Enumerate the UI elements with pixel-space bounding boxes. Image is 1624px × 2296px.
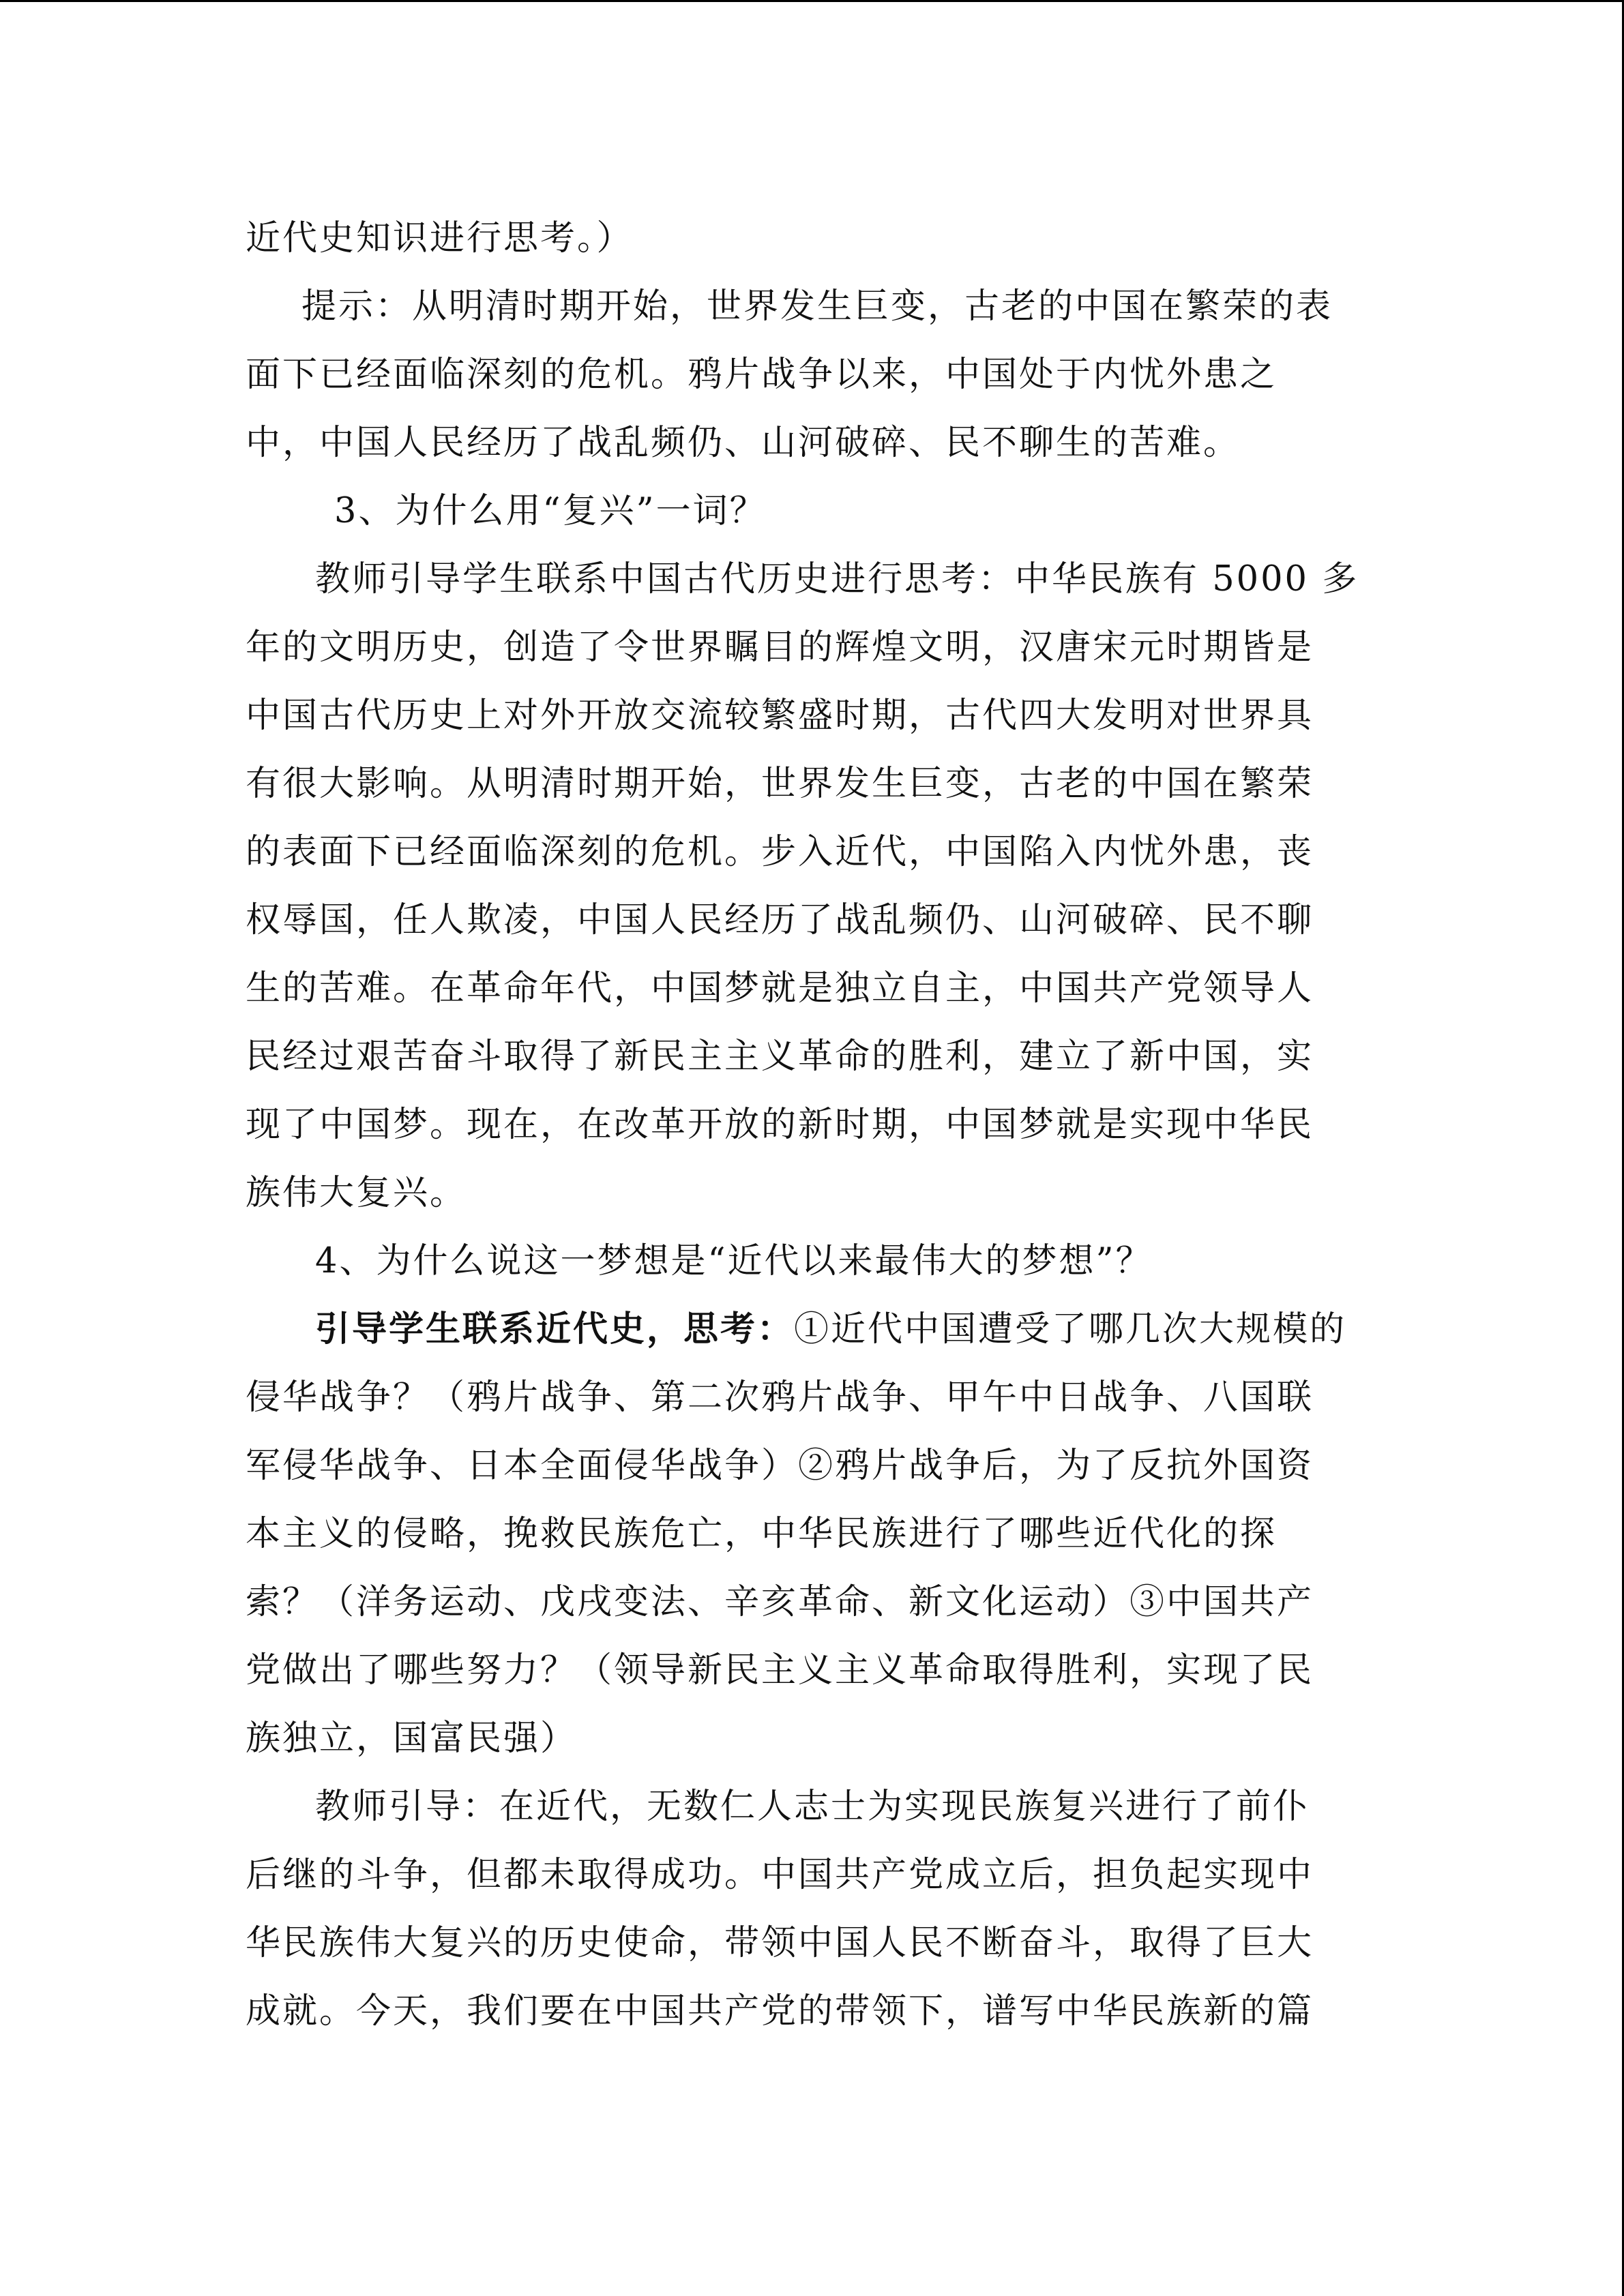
text-line: [246, 1296, 1378, 1364]
text-line: 索？（洋务运动、戊戌变法、辛亥革命、新文化运动）③中国共产: [246, 1582, 1314, 1622]
paragraph-1: [246, 205, 1378, 273]
text-line: 3、为什么用“复兴”一词？: [334, 491, 767, 531]
text-line: 党做出了哪些努力？（领导新民主义主义革命取得胜利，实现了民: [246, 1650, 1314, 1690]
text-line: 侵华战争？（鸦片战争、第二次鸦片战争、甲午中日战争、八国联: [246, 1377, 1314, 1418]
text-line: 年的文明历史，创造了令世界瞩目的辉煌文明，汉唐宋元时期皆是: [246, 627, 1314, 668]
text-line: 族伟大复兴。: [246, 1173, 467, 1213]
page-top-border: [0, 0, 1624, 2]
text-line: 近代史知识进行思考。）: [246, 218, 634, 258]
paragraph-guide-modern-history: [246, 1296, 1378, 1773]
text-line: 4、为什么说这一梦想是“近代以来最伟大的梦想”？: [315, 1241, 1153, 1281]
paragraph-hint: [246, 273, 1378, 477]
text-line: 成就。今天，我们要在中国共产党的带领下，谱写中华民族新的篇: [246, 1991, 1314, 2031]
text-line: 本主义的侵略，挽救民族危亡，中华民族进行了哪些近代化的探: [246, 1514, 1278, 1554]
text-line: 中国古代历史上对外开放交流较繁盛时期，古代四大发明对世界具: [246, 696, 1314, 736]
text-line: 华民族伟大复兴的历史使命，带领中国人民不断奋斗，取得了巨大: [246, 1923, 1314, 1963]
text-line: 权辱国，任人欺凌，中国人民经历了战乱频仍、山河破碎、民不聊: [246, 900, 1314, 940]
guide-heading: 引导学生联系近代史，思考：: [315, 1309, 795, 1350]
text-line: 后继的斗争，但都未取得成功。中国共产党成立后，担负起实现中: [246, 1855, 1314, 1895]
text-line: 教师引导学生联系中国古代历史进行思考：中华民族有 5000 多: [315, 559, 1359, 599]
paragraph-teacher-guide-1: [246, 546, 1378, 1227]
text-line: 民经过艰苦奋斗取得了新民主主义革命的胜利，建立了新中国，实: [246, 1037, 1314, 1077]
text-line: 军侵华战争、日本全面侵华战争）②鸦片战争后，为了反抗外国资: [246, 1446, 1314, 1486]
text-line: 面下已经面临深刻的危机。鸦片战争以来，中国处于内忧外患之: [246, 355, 1278, 395]
guide-text: ①近代中国遭受了哪几次大规模的: [794, 1309, 1347, 1350]
text-line: 现了中国梦。现在，在改革开放的新时期，中国梦就是实现中华民: [246, 1105, 1314, 1145]
text-line: 生的苦难。在革命年代，中国梦就是独立自主，中国共产党领导人: [246, 968, 1314, 1009]
question-4: [246, 1227, 1378, 1296]
question-3: [246, 477, 1378, 546]
paragraph-teacher-guide-2: [246, 1773, 1378, 2046]
text-line: 教师引导：在近代，无数仁人志士为实现民族复兴进行了前仆: [315, 1787, 1310, 1827]
text-line: 族独立，国富民强）: [246, 1718, 578, 1759]
text-line: 中，中国人民经历了战乱频仍、山河破碎、民不聊生的苦难。: [246, 423, 1241, 463]
text-line: 的表面下已经面临深刻的危机。步入近代，中国陷入内忧外患，丧: [246, 832, 1314, 872]
text-line: 提示：从明清时期开始，世界发生巨变，古老的中国在繁荣的表: [301, 286, 1333, 327]
document-page: [246, 205, 1378, 2046]
text-line: 有很大影响。从明清时期开始，世界发生巨变，古老的中国在繁荣: [246, 764, 1314, 804]
